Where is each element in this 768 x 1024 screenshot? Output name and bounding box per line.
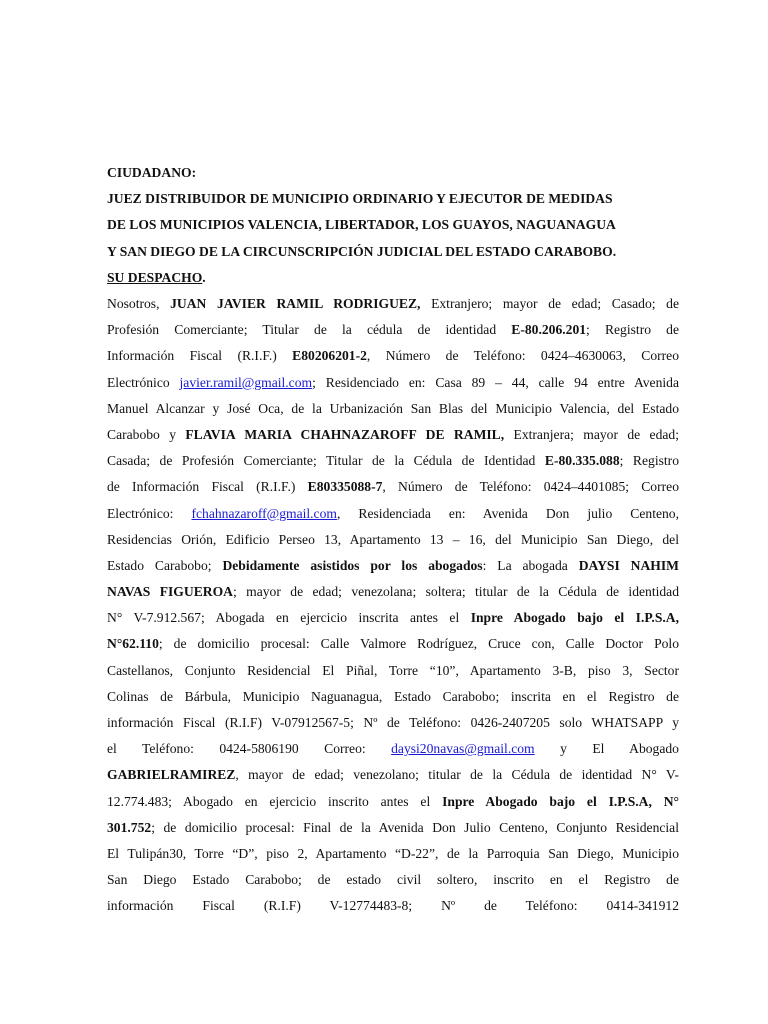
text: Estado Carabobo; xyxy=(107,557,223,573)
text: , mayor de edad; venezolano; titular de la Cédula de identidad N° V- xyxy=(235,767,679,783)
body-line xyxy=(107,501,679,527)
text: , Número de Teléfono: 0424–4630063, Correo xyxy=(366,348,680,364)
body-line xyxy=(107,474,679,500)
header-line: DE LOS MUNICIPIOS VALENCIA, LIBERTADOR, LOS GUAYOS, NAGUANAGUA xyxy=(107,217,616,233)
body-line: Colinas de Bárbula, Municipio Naguanagua, Estado Carabobo; inscrita en el Registro de xyxy=(107,688,679,704)
rif-number: E80335088-7 xyxy=(307,479,383,495)
body-line xyxy=(107,317,679,343)
id-number: E-80.335.088 xyxy=(544,453,620,469)
text: , Residenciada en: Avenida Don julio Centeno, xyxy=(336,505,679,521)
body-line xyxy=(107,789,679,815)
body-line: información Fiscal (R.I.F) V-07912567-5; Nº de Teléfono: 0426-2407205 solo WHATSAPP y xyxy=(107,715,679,730)
emphasis: Debidamente asistidos por los abogados xyxy=(222,557,483,573)
text: ; de domicilio procesal: Calle Valmore Rodríguez, Cruce con, Calle Doctor Polo xyxy=(158,636,679,652)
body-line xyxy=(107,448,679,474)
header-line: Y SAN DIEGO DE LA CIRCUNSCRIPCIÓN JUDICIAL DEL ESTADO CARABOBO. xyxy=(107,243,617,259)
text: , Número de Teléfono: 0424–4401085; Correo xyxy=(382,479,679,495)
body-line xyxy=(107,605,679,631)
party-name: FLAVIA MARIA CHAHNAZAROFF DE RAMIL, xyxy=(185,426,505,442)
lawyer-name: NAVAS FIGUEROA xyxy=(107,584,233,600)
body-line: San Diego Estado Carabobo; de estado civil soltero, inscrito en el Registro de xyxy=(107,872,679,888)
party-name: JUAN JAVIER RAMIL RODRIGUEZ, xyxy=(170,296,421,311)
text: ; Registro de xyxy=(586,322,679,338)
text: Extranjero; mayor de edad; Casado; de xyxy=(420,296,679,311)
text: Extranjera; mayor de edad; xyxy=(504,426,679,442)
body-line xyxy=(107,291,679,317)
body-line xyxy=(107,343,679,369)
body-line: Castellanos, Conjunto Residencial El Piñal, Torre “10”, Apartamento 3-B, piso 3, Sector xyxy=(107,662,679,678)
header-line xyxy=(107,265,679,291)
email-link[interactable]: fchahnazaroff@gmail.com xyxy=(191,505,337,521)
id-number: E-80.206.201 xyxy=(511,322,587,338)
inpre-number: N°62.110 xyxy=(107,636,159,652)
addressee-header xyxy=(107,160,679,291)
text: ; mayor de edad; venezolana; soltera; titular de la Cédula de identidad xyxy=(232,584,679,600)
body-line xyxy=(107,631,679,657)
text: ; Residenciado en: Casa 89 – 44, calle 94 entre Avenida xyxy=(312,374,679,390)
rif-number: E80206201-2 xyxy=(292,348,367,364)
document-body xyxy=(107,291,679,920)
body-line xyxy=(107,736,679,762)
text: : La abogada xyxy=(482,557,579,573)
text: Electrónico: xyxy=(107,505,192,521)
header-period: . xyxy=(202,269,206,285)
body-line: Manuel Alcanzar y José Oca, de la Urbanización San Blas del Municipio Valencia, del Estado xyxy=(107,400,679,416)
body-line: El Tulipán30, Torre “D”, piso 2, Apartamento “D-22”, de la Parroquia San Diego, Municipio xyxy=(107,845,679,861)
text: y El Abogado xyxy=(534,741,679,757)
text: Casada; de Profesión Comerciante; Titular de la Cédula de Identidad xyxy=(107,453,545,469)
body-line: Residencias Orión, Edificio Perseo 13, Apartamento 13 – 16, del Municipio San Diego, del xyxy=(107,531,679,547)
header-line: JUEZ DISTRIBUIDOR DE MUNICIPIO ORDINARIO Y EJECUTOR DE MEDIDAS xyxy=(107,191,613,207)
email-link[interactable]: javier.ramil@gmail.com xyxy=(179,374,313,390)
lawyer-name: GABRIELRAMIREZ xyxy=(107,767,236,783)
body-line xyxy=(107,370,679,396)
text: Nosotros, xyxy=(107,296,171,311)
email-link[interactable]: daysi20navas@gmail.com xyxy=(391,741,535,757)
body-line: información Fiscal (R.I.F) V-12774483-8; Nº de Teléfono: 0414-341912 xyxy=(107,898,679,914)
body-line xyxy=(107,762,679,788)
text: 12.774.483; Abogado en ejercicio inscrito antes el xyxy=(107,793,443,809)
text: Electrónico xyxy=(107,374,180,390)
header-line: CIUDADANO: xyxy=(107,165,197,180)
text: Información Fiscal (R.I.F.) xyxy=(107,348,293,364)
text: de Información Fiscal (R.I.F.) xyxy=(107,479,308,495)
inpre-registration: Inpre Abogado bajo el I.P.S.A, xyxy=(470,610,679,626)
text: ; de domicilio procesal: Final de la Avenida Don Julio Centeno, Conjunto Residencial xyxy=(151,819,679,835)
text: ; Registro xyxy=(619,453,679,469)
text: Carabobo y xyxy=(107,426,186,442)
body-line xyxy=(107,579,679,605)
inpre-registration: Inpre Abogado bajo el I.P.S.A, N° xyxy=(442,793,679,809)
text: Profesión Comerciante; Titular de la cédula de identidad xyxy=(107,322,512,338)
body-line xyxy=(107,815,679,841)
su-despacho: SU DESPACHO xyxy=(107,269,203,285)
lawyer-name: DAYSI NAHIM xyxy=(578,557,680,573)
text: N° V-7.912.567; Abogada en ejercicio inscrita antes el xyxy=(107,610,471,626)
body-line xyxy=(107,553,679,579)
inpre-number: 301.752 xyxy=(107,819,152,835)
text: el Teléfono: 0424-5806190 Correo: xyxy=(107,741,392,757)
body-line xyxy=(107,422,679,448)
